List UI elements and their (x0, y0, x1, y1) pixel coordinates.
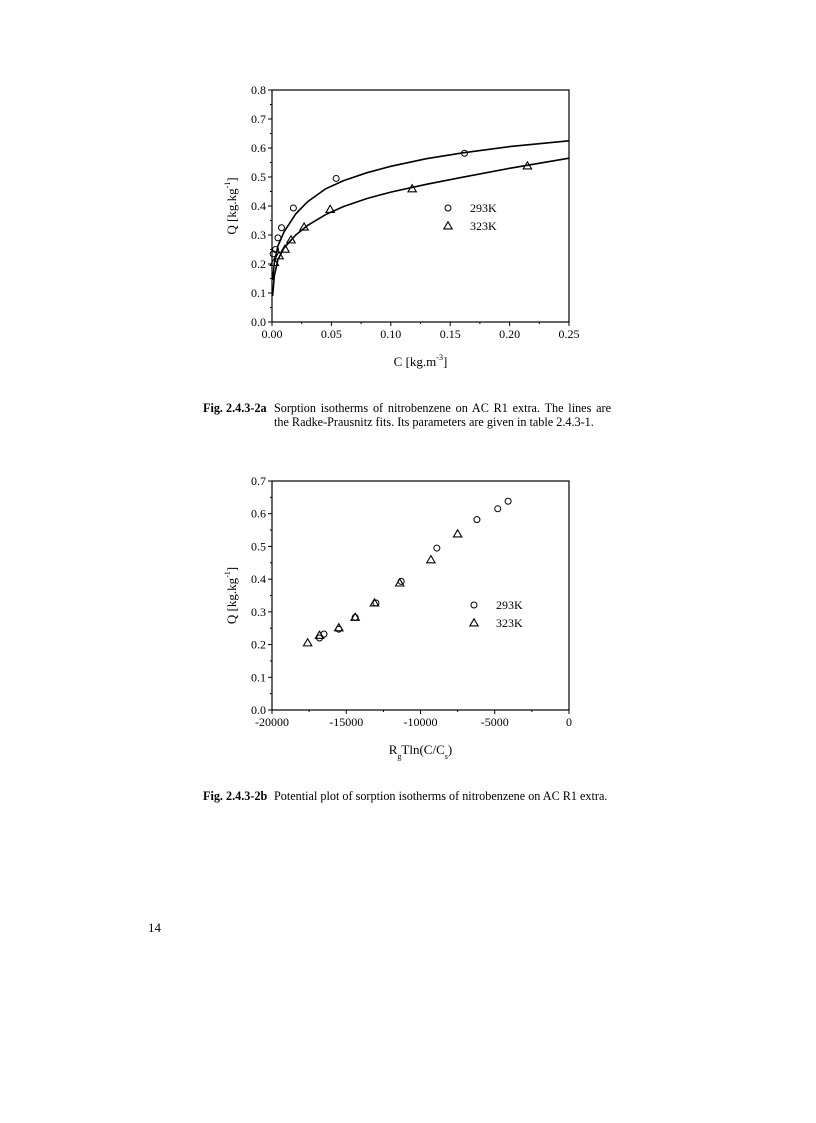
data-point-323K (396, 579, 404, 586)
x-tick-label: 0.00 (261, 327, 283, 341)
y-tick-label: 0.2 (251, 637, 266, 652)
x-axis-label: $R_gTln(C/C_s)$ (388, 742, 453, 761)
x-tick-label: 0.05 (320, 327, 342, 341)
y-tick-label: 0.1 (251, 670, 266, 685)
legend-marker-323K (470, 619, 478, 626)
figure-b-chart (0, 470, 816, 790)
x-tick-label: 0.10 (380, 327, 402, 341)
legend-label-323K: 323K (496, 616, 523, 630)
x-tick-label: 0.25 (558, 327, 580, 341)
data-point-323K (303, 639, 311, 646)
y-axis-label: Q $[kg.kg^{-1}]$ (223, 177, 239, 235)
x-tick-label: -5000 (480, 715, 509, 729)
y-tick-label: 0.3 (251, 228, 266, 242)
x-tick-label: -20000 (255, 715, 289, 729)
data-point-293K (434, 545, 440, 551)
y-tick-label: 0.0 (251, 703, 266, 717)
data-point-293K (290, 205, 296, 211)
data-point-293K (279, 225, 285, 231)
data-point-323K (326, 205, 334, 212)
y-tick-label: 0.7 (251, 112, 266, 126)
data-point-323K (453, 530, 461, 537)
figure-b-caption-text: Potential plot of sorption isotherms of nitrobenzene on AC R1 extra. (274, 789, 608, 803)
x-tick-label: 0.15 (439, 327, 461, 341)
plot-frame (272, 481, 569, 710)
x-tick-label: -15000 (329, 715, 364, 729)
y-tick-label: 0.5 (251, 170, 266, 184)
figure-b-caption-label: Fig. 2.4.3-2b (203, 789, 268, 803)
y-tick-label: 0.4 (251, 572, 266, 587)
x-tick-label: -10000 (403, 715, 438, 729)
data-point-323K (281, 245, 289, 252)
data-point-293K (333, 175, 339, 181)
legend-label-293K: 293K (470, 201, 497, 215)
x-tick-label: 0.20 (499, 327, 521, 341)
plot-area (223, 83, 580, 369)
data-point-323K (427, 556, 435, 563)
y-tick-label: 0.6 (251, 141, 266, 155)
data-point-293K (275, 235, 281, 241)
fit-line-293K (273, 141, 569, 280)
figure-b-caption (203, 789, 611, 803)
data-point-293K (474, 517, 480, 523)
y-tick-label: 0.7 (251, 474, 266, 488)
x-tick-label: 0 (566, 715, 572, 729)
data-point-293K (495, 506, 501, 512)
y-tick-label: 0.0 (251, 315, 266, 329)
legend-marker-323K (444, 222, 452, 229)
legend-label-323K: 323K (470, 219, 497, 233)
figure-a-caption-text: Sorption isotherms of nitrobenzene on AC R1 extra. The lines are the Radke-Prausnitz fits. Its parameters are given in table 2.4.3-1. (274, 401, 611, 429)
y-tick-label: 0.2 (251, 257, 266, 271)
y-axis-label: Q $[kg.kg^{-1}]$ (223, 566, 239, 625)
y-tick-label: 0.4 (251, 199, 266, 213)
page-number: 14 (148, 920, 161, 935)
legend-marker-293K (471, 602, 477, 608)
plot-frame (272, 90, 569, 322)
x-axis-label: C $[kg.m^{-3}]$ (393, 353, 448, 369)
data-point-293K (505, 498, 511, 504)
legend-marker-293K (445, 205, 451, 211)
y-tick-label: 0.5 (251, 539, 266, 554)
legend-label-293K: 293K (496, 598, 523, 612)
y-tick-label: 0.3 (251, 604, 266, 619)
plot-area (223, 474, 572, 761)
figure-a-caption-label: Fig. 2.4.3-2a (203, 401, 267, 415)
fit-line-323K (273, 158, 569, 296)
y-tick-label: 0.8 (251, 83, 266, 97)
figure-a-caption (203, 401, 611, 429)
y-tick-label: 0.6 (251, 506, 266, 521)
figure-a-chart (0, 0, 816, 400)
y-tick-label: 0.1 (251, 286, 266, 300)
data-point-323K (335, 624, 343, 631)
